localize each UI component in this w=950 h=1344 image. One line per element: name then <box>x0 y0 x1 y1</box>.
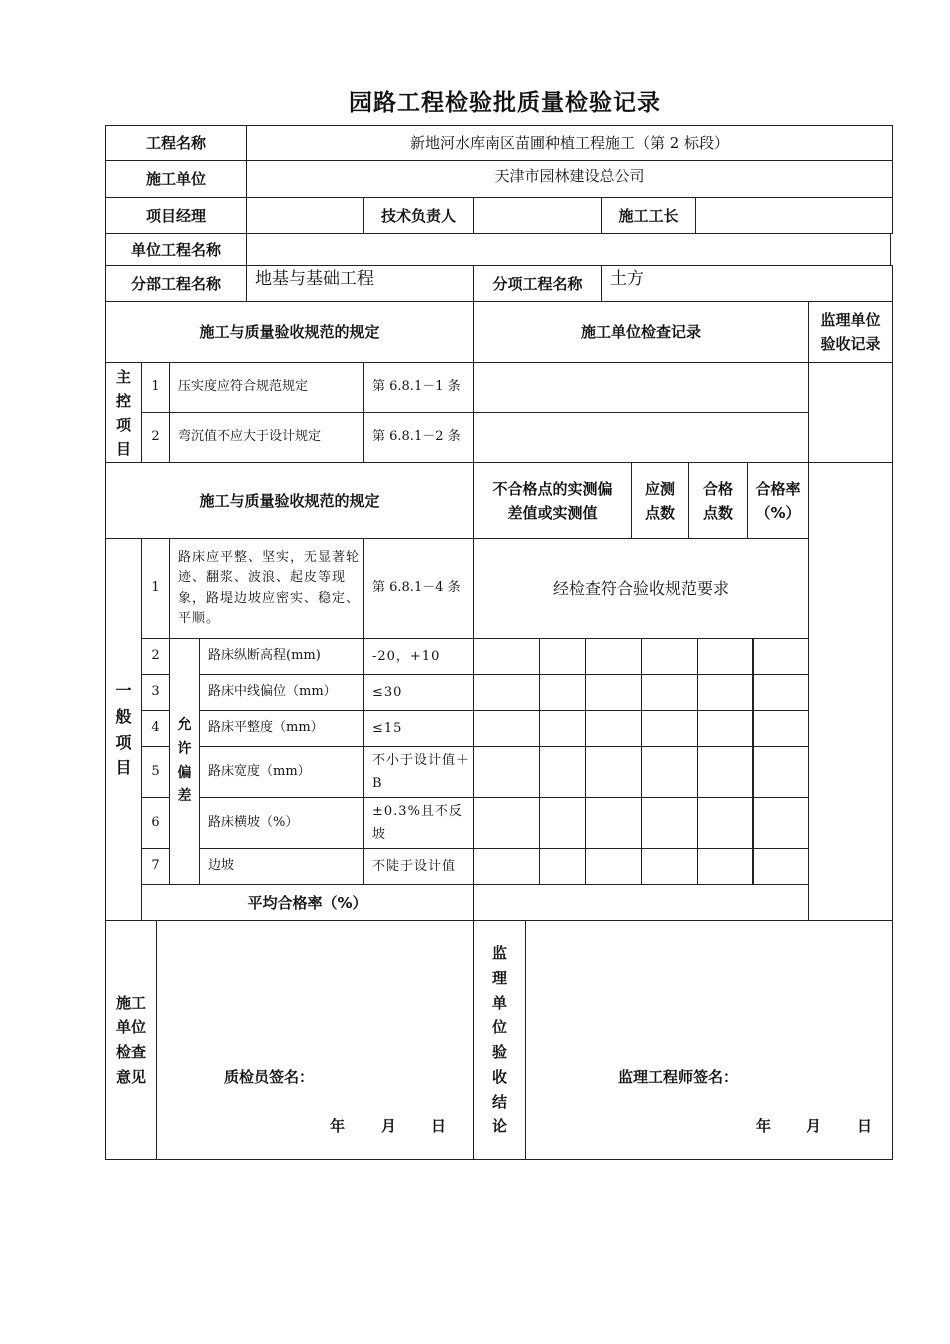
general-item1-no: 1 <box>141 538 170 639</box>
project-name-value: 新地河水库南区苗圃种植工程施工（第 2 标段） <box>246 125 893 161</box>
measurement-cell[interactable] <box>585 797 642 849</box>
measurement-cell[interactable] <box>752 674 809 711</box>
main-item-record[interactable] <box>473 362 809 413</box>
tolerance-row-no: 2 <box>141 638 170 675</box>
measurement-cell[interactable] <box>641 638 698 675</box>
measurement-cell[interactable] <box>697 848 754 885</box>
measurement-cell[interactable] <box>752 797 809 849</box>
pass-rate-header: 合格率（%） <box>747 462 809 539</box>
measurement-cell[interactable] <box>539 710 586 747</box>
measurement-cell[interactable] <box>752 638 809 675</box>
division-label: 分部工程名称 <box>105 265 247 302</box>
measurement-cell[interactable] <box>585 638 642 675</box>
main-item-no: 2 <box>141 412 170 463</box>
tolerance-row-no: 6 <box>141 797 170 849</box>
points-pass-header: 合格点数 <box>688 462 748 539</box>
tech-lead-value[interactable] <box>473 197 602 234</box>
measurement-cell[interactable] <box>539 674 586 711</box>
project-manager-label: 项目经理 <box>105 197 247 234</box>
tolerance-row-no: 4 <box>141 710 170 747</box>
footer-contractor-label-cell <box>105 920 157 1160</box>
contractor-month: 月 <box>381 1117 397 1135</box>
measurement-cell[interactable] <box>539 797 586 849</box>
main-control-label: 主控项目 <box>105 362 142 463</box>
tolerance-row-value: ≤30 <box>363 674 474 711</box>
measurement-cell[interactable] <box>752 710 809 747</box>
supervisor-record-header: 监理单位验收记录 <box>808 301 893 363</box>
measurement-cell[interactable] <box>585 674 642 711</box>
measurement-cell[interactable] <box>697 638 754 675</box>
measurement-cell[interactable] <box>539 638 586 675</box>
measurement-cell[interactable] <box>697 674 754 711</box>
tolerance-row-value: 不陡于设计值 <box>363 848 474 885</box>
measurement-cell[interactable] <box>539 746 586 798</box>
measurement-cell[interactable] <box>641 848 698 885</box>
measurement-cell[interactable] <box>585 848 642 885</box>
supervisor-main-cell[interactable] <box>808 362 893 463</box>
measurement-cell[interactable] <box>641 710 698 747</box>
measurement-cell[interactable] <box>473 710 540 747</box>
measurement-cell[interactable] <box>473 746 540 798</box>
tolerance-row-item: 路床中线偏位（mm） <box>199 674 364 711</box>
measurement-cell[interactable] <box>752 848 809 885</box>
contractor-opinion-cell[interactable] <box>156 920 474 1160</box>
tolerance-row-item: 路床纵断高程(mm) <box>199 638 364 675</box>
tolerance-row-item: 路床横坡（%） <box>199 797 364 849</box>
main-item-clause: 第 6.8.1－2 条 <box>363 412 474 463</box>
main-item-record[interactable] <box>473 412 809 463</box>
measurement-cell[interactable] <box>752 746 809 798</box>
general-label: 一般项目 <box>105 538 142 921</box>
page-title: 园路工程检验批质量检验记录 <box>349 90 661 116</box>
contractor-day: 日 <box>431 1117 447 1135</box>
measurement-cell[interactable] <box>473 848 540 885</box>
tolerance-row-value: -20，+10 <box>363 638 474 675</box>
main-item-no: 1 <box>141 362 170 413</box>
foreman-value[interactable] <box>695 197 893 234</box>
tolerance-row-value: 不小于设计值＋B <box>363 746 474 798</box>
points-due-header: 应测点数 <box>631 462 689 539</box>
measurement-cell[interactable] <box>697 710 754 747</box>
tolerance-row-item: 路床宽度（mm） <box>199 746 364 798</box>
unit-project-label: 单位工程名称 <box>105 233 247 266</box>
main-item-desc: 压实度应符合规范规定 <box>169 362 364 413</box>
average-value[interactable] <box>473 884 809 921</box>
subitem-value: 土方 <box>601 265 893 302</box>
measurement-cell[interactable] <box>585 710 642 747</box>
project-manager-value[interactable] <box>246 197 364 234</box>
tolerance-label: 允许偏差 <box>169 638 200 885</box>
main-item-desc: 弯沉值不应大于设计规定 <box>169 412 364 463</box>
inspector-sign: 质检员签名： <box>224 1068 315 1086</box>
measurement-cell[interactable] <box>641 797 698 849</box>
average-label: 平均合格率（%） <box>141 884 474 921</box>
contractor-label: 施工单位 <box>105 160 247 198</box>
contractor-record-header: 施工单位检查记录 <box>473 301 809 363</box>
general-item1-clause: 第 6.8.1－4 条 <box>363 538 474 639</box>
measurement-cell[interactable] <box>585 746 642 798</box>
supervisor-general-cell[interactable] <box>808 462 893 921</box>
contractor-value: 天津市园林建设总公司 <box>246 160 893 198</box>
measurement-cell[interactable] <box>473 674 540 711</box>
spec-header: 施工与质量验收规范的规定 <box>105 301 474 363</box>
subitem-label: 分项工程名称 <box>473 265 602 302</box>
contractor-opinion-label: 施工单位检查意见 <box>115 993 146 1086</box>
measurement-cell[interactable] <box>473 797 540 849</box>
foreman-label: 施工工长 <box>601 197 696 234</box>
general-item1-result: 经检查符合验收规范要求 <box>473 538 809 639</box>
tolerance-row-no: 3 <box>141 674 170 711</box>
spec-header-2: 施工与质量验收规范的规定 <box>105 462 474 539</box>
contractor-year: 年 <box>330 1117 346 1135</box>
tech-lead-label: 技术负责人 <box>363 197 474 234</box>
supervisor-month: 月 <box>806 1117 822 1135</box>
division-value: 地基与基础工程 <box>246 265 474 302</box>
tolerance-row-no: 7 <box>141 848 170 885</box>
measurement-cell[interactable] <box>641 674 698 711</box>
tolerance-row-item: 路床平整度（mm） <box>199 710 364 747</box>
measurement-cell[interactable] <box>641 746 698 798</box>
measurement-cell[interactable] <box>473 638 540 675</box>
tolerance-row-item: 边坡 <box>199 848 364 885</box>
tolerance-row-value: ≤15 <box>363 710 474 747</box>
supervisor-day: 日 <box>857 1117 873 1135</box>
tolerance-row-value: ±0.3%且不反坡 <box>363 797 474 849</box>
measurement-cell[interactable] <box>697 746 754 798</box>
nonconforming-header: 不合格点的实测偏差值或实测值 <box>473 462 632 539</box>
tolerance-row-no: 5 <box>141 746 170 798</box>
main-item-clause: 第 6.8.1－1 条 <box>363 362 474 413</box>
supervisor-conclusion-label: 监理单位验收结论 <box>491 944 507 1136</box>
supervisor-year: 年 <box>756 1117 772 1135</box>
general-item1-desc: 路床应平整、坚实，无显著轮迹、翻浆、波浪、起皮等现象，路堤边坡应密实、稳定、平顺。 <box>169 538 364 639</box>
footer-supervisor-label-cell <box>473 920 526 1160</box>
measurement-cell[interactable] <box>697 797 754 849</box>
engineer-sign: 监理工程师签名： <box>618 1068 739 1086</box>
supervisor-conclusion-cell[interactable] <box>525 920 893 1160</box>
unit-project-value[interactable] <box>246 233 891 266</box>
measurement-cell[interactable] <box>539 848 586 885</box>
project-name-label: 工程名称 <box>105 125 247 161</box>
